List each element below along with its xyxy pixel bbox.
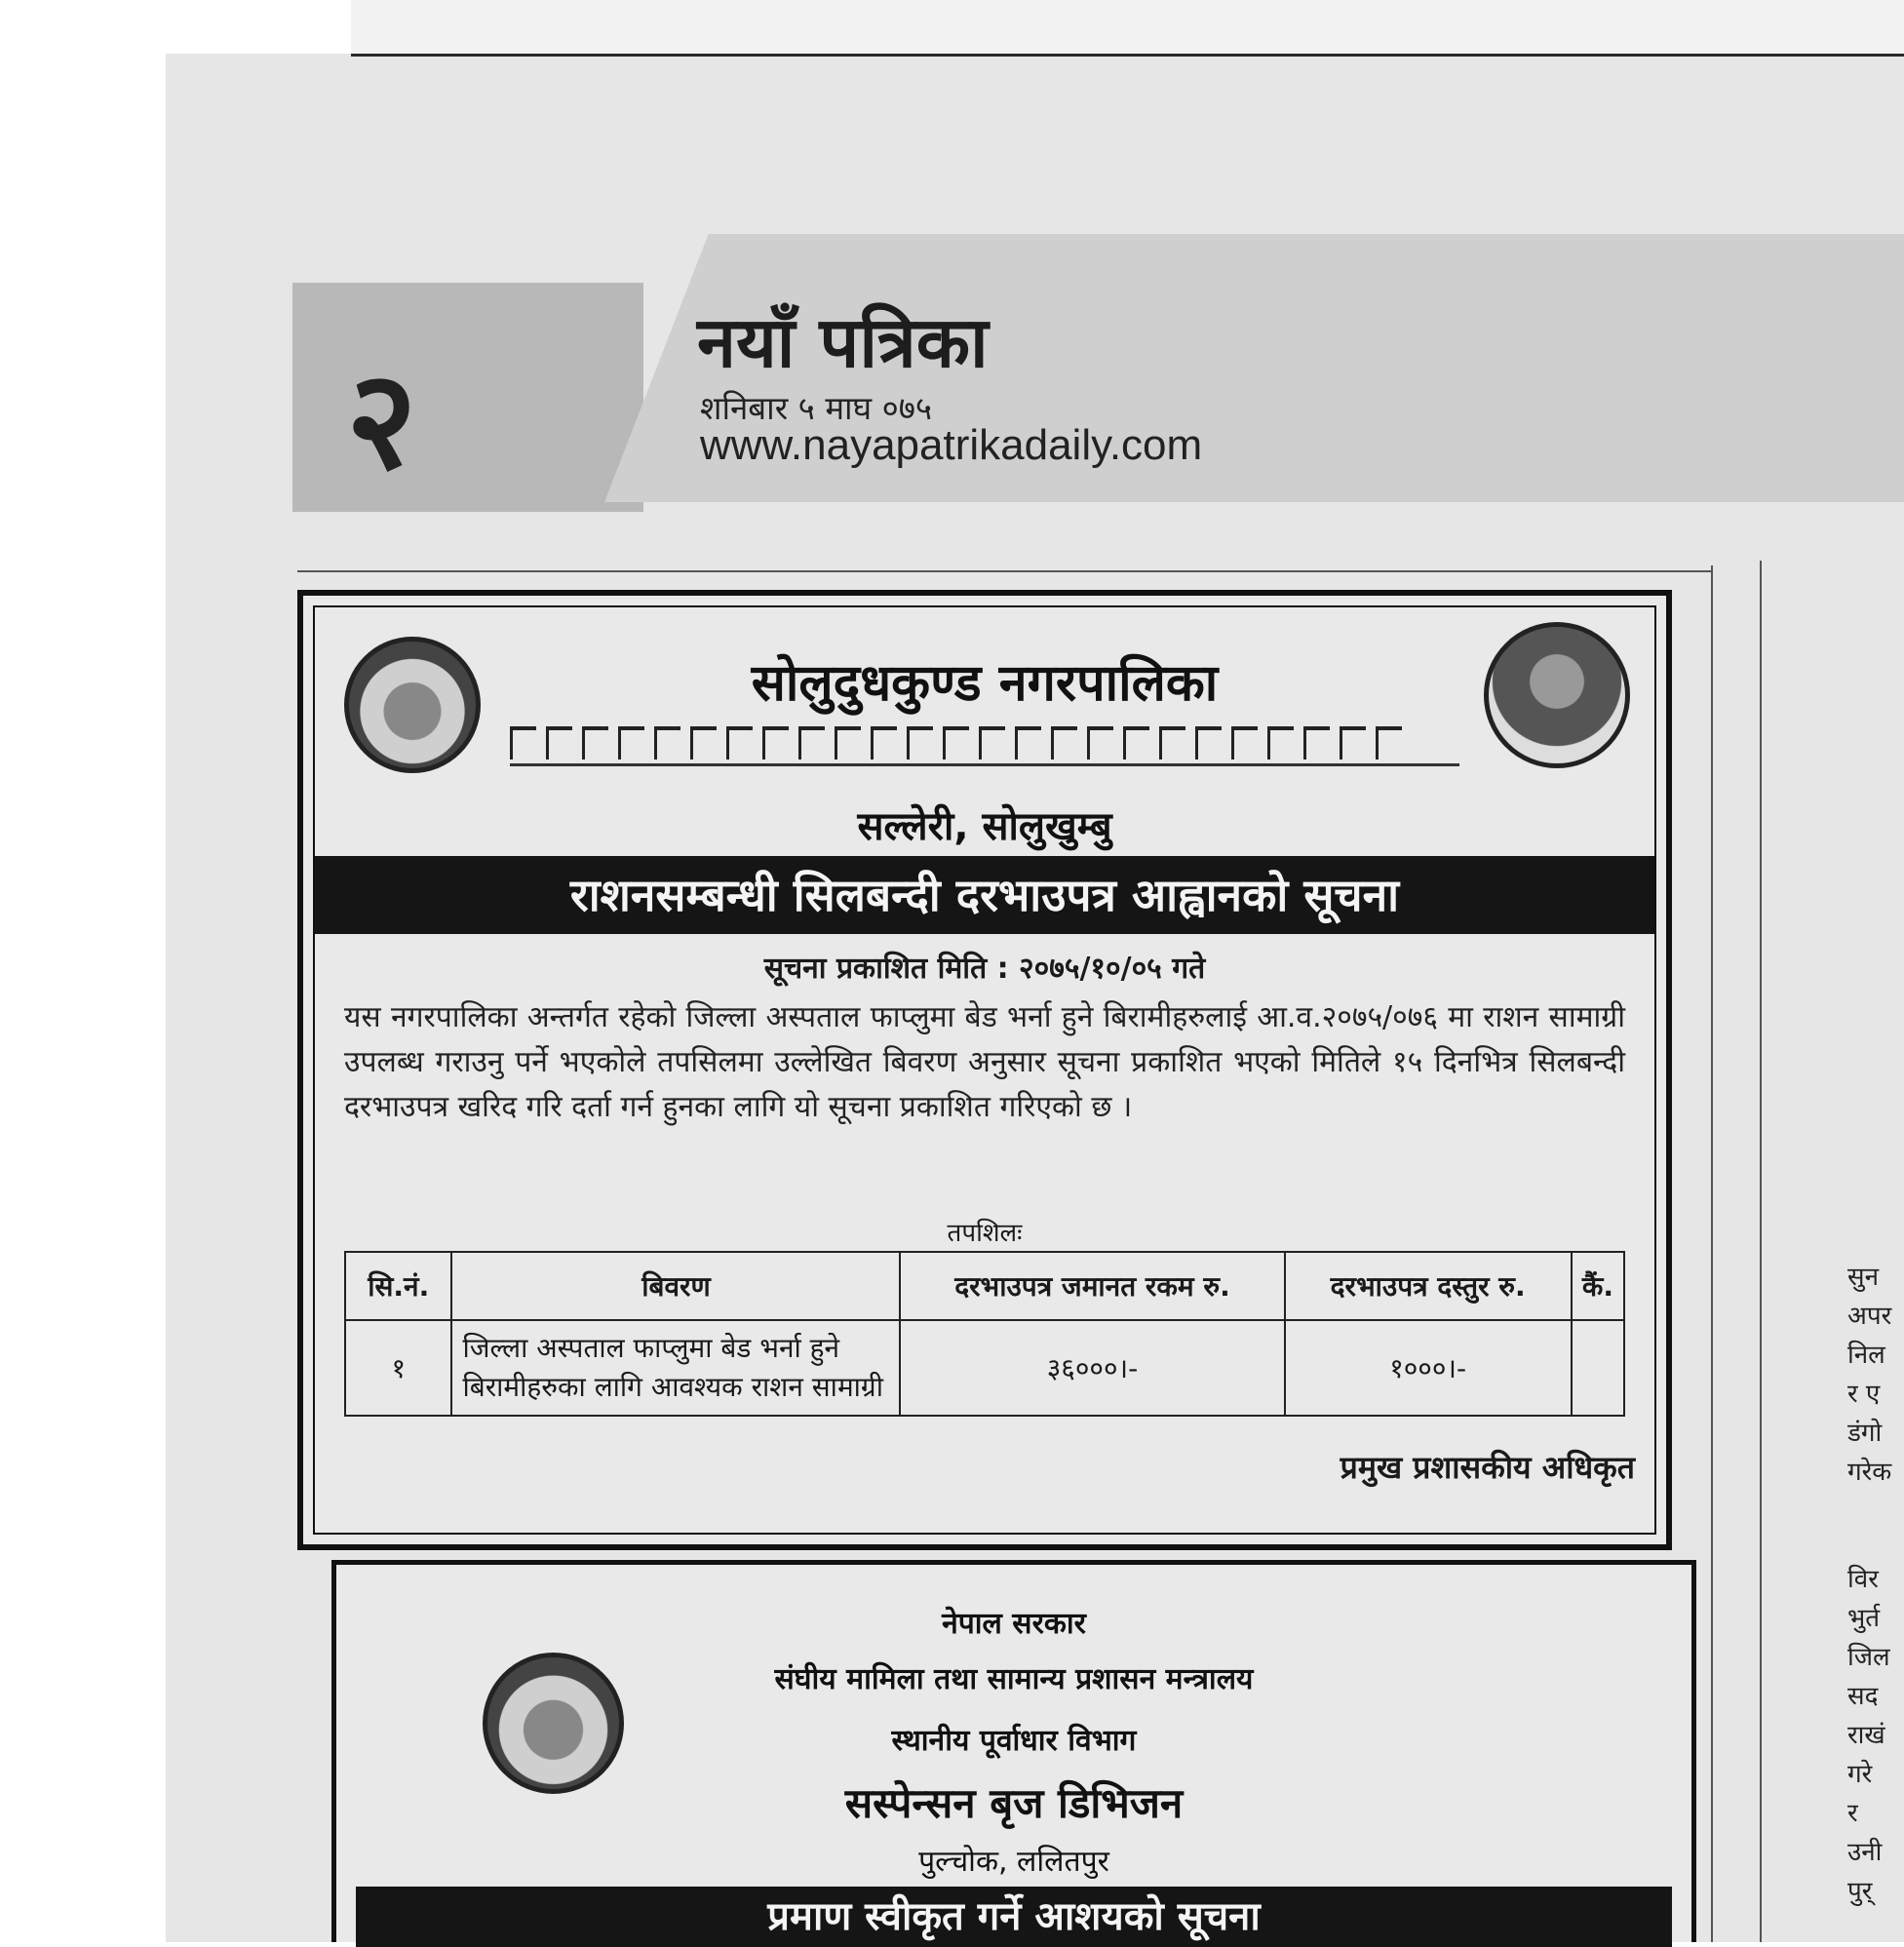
department-name: स्थानीय पूर्वाधार विभाग [891,1724,1137,1758]
text-fragment: जिल [1847,1643,1890,1672]
text-fragment: गरे [1847,1760,1873,1789]
issue-date: शनिबार ५ माघ ०७५ [700,389,933,427]
division-location: पुल्चोक, ललितपुर [918,1845,1109,1879]
ministry-name: संघीय मामिला तथा सामान्य प्रशासन मन्त्रालय [774,1662,1254,1696]
torn-page-edge [351,0,1904,57]
notice-heading: प्रमाण स्वीकृत गर्ने आशयको सूचना [356,1887,1672,1947]
division-name: सस्पेन्सन बृज डिभिजन [844,1779,1184,1827]
text-fragment: र [1847,1799,1858,1828]
publication-date: सूचना प्रकाशित मिति : २०७५/१०/०५ गते [763,952,1206,986]
text-fragment: पुर् [1847,1877,1873,1906]
text-fragment: अपर [1847,1302,1892,1331]
second-notice [331,1560,1696,1942]
text-fragment: निल [1847,1341,1885,1370]
column-divider-right [1760,561,1762,1942]
text-fragment: गरेक [1847,1458,1892,1487]
organization-name: सोलुदुधकुण्ड नगरपालिका [751,654,1219,713]
newspaper-title: नयाँ पत्रिका [697,301,989,383]
text-fragment: सुन [1847,1263,1880,1292]
column-header: दरभाउपत्र जमानत रकम रु. [900,1252,1284,1320]
cell-serial: १ [345,1320,451,1416]
text-fragment: सद [1847,1682,1879,1711]
column-header: सि.नं. [345,1252,451,1320]
cell-description: जिल्ला अस्पताल फाप्लुमा बेड भर्ना हुने बिरामीहरुका लागि आवश्यक राशन सामाग्री [451,1320,900,1416]
government-name: नेपाल सरकार [942,1607,1086,1641]
tender-notice [297,590,1672,1550]
text-fragment: डंगो [1847,1419,1883,1448]
notice-body: यस नगरपालिका अन्तर्गत रहेको जिल्ला अस्पताल फाप्लुमा बेड भर्ना हुने बिरामीहरुलाई आ.व.२०७५/०७६ मा राशन सामाग्री उपलब्ध गराउनु पर्ने भएकोले तपसिलमा उल्लेखित बिवरण अनुसार सूचना प्रकाशित भएको मितिले १५ दिनभित्र सिलबन्दी दरभाउपत्र खरिद गरि दर्ता गर्न हुनका लागि यो सूचना प्रकाशित गरिएको छ । [344,1000,1625,1124]
cell-deposit: ३६०००।- [900,1320,1284,1416]
text-fragment: उनी [1847,1838,1883,1867]
page-number: २ [346,341,417,500]
notice-inner-border [313,605,1656,1535]
column-divider [1711,565,1713,1942]
tibetan-script-line [510,715,1459,766]
column-header: कैं. [1572,1252,1624,1320]
adjacent-column-text [1847,1258,1904,1492]
schedule-table [344,1251,1625,1417]
column-header: दरभाउपत्र दस्तुर रु. [1285,1252,1572,1320]
adjacent-column-text [1847,1560,1904,1911]
table-header-row [345,1252,1624,1320]
text-fragment: र ए [1847,1380,1881,1409]
notice-heading: राशनसम्बन्धी सिलबन्दी दरभाउपत्र आह्वानको सूचना [315,856,1654,934]
website-url: www.nayapatrikadaily.com [700,421,1203,469]
column-rule-top [297,570,1711,572]
text-fragment: राखं [1847,1721,1885,1750]
text-fragment: विर [1847,1565,1879,1594]
signatory-title: प्रमुख प्रशासकीय अधिकृत [1340,1449,1635,1486]
table-row [345,1320,1624,1416]
masthead-page-block [292,283,643,512]
column-header: बिवरण [451,1252,900,1320]
cell-remarks [1572,1320,1624,1416]
schedule-label: तपशिलः [947,1219,1023,1248]
text-fragment: भुर्त [1847,1604,1881,1633]
organization-location: सल्लेरी, सोलुखुम्बु [857,804,1112,849]
cell-fee: १०००।- [1285,1320,1572,1416]
